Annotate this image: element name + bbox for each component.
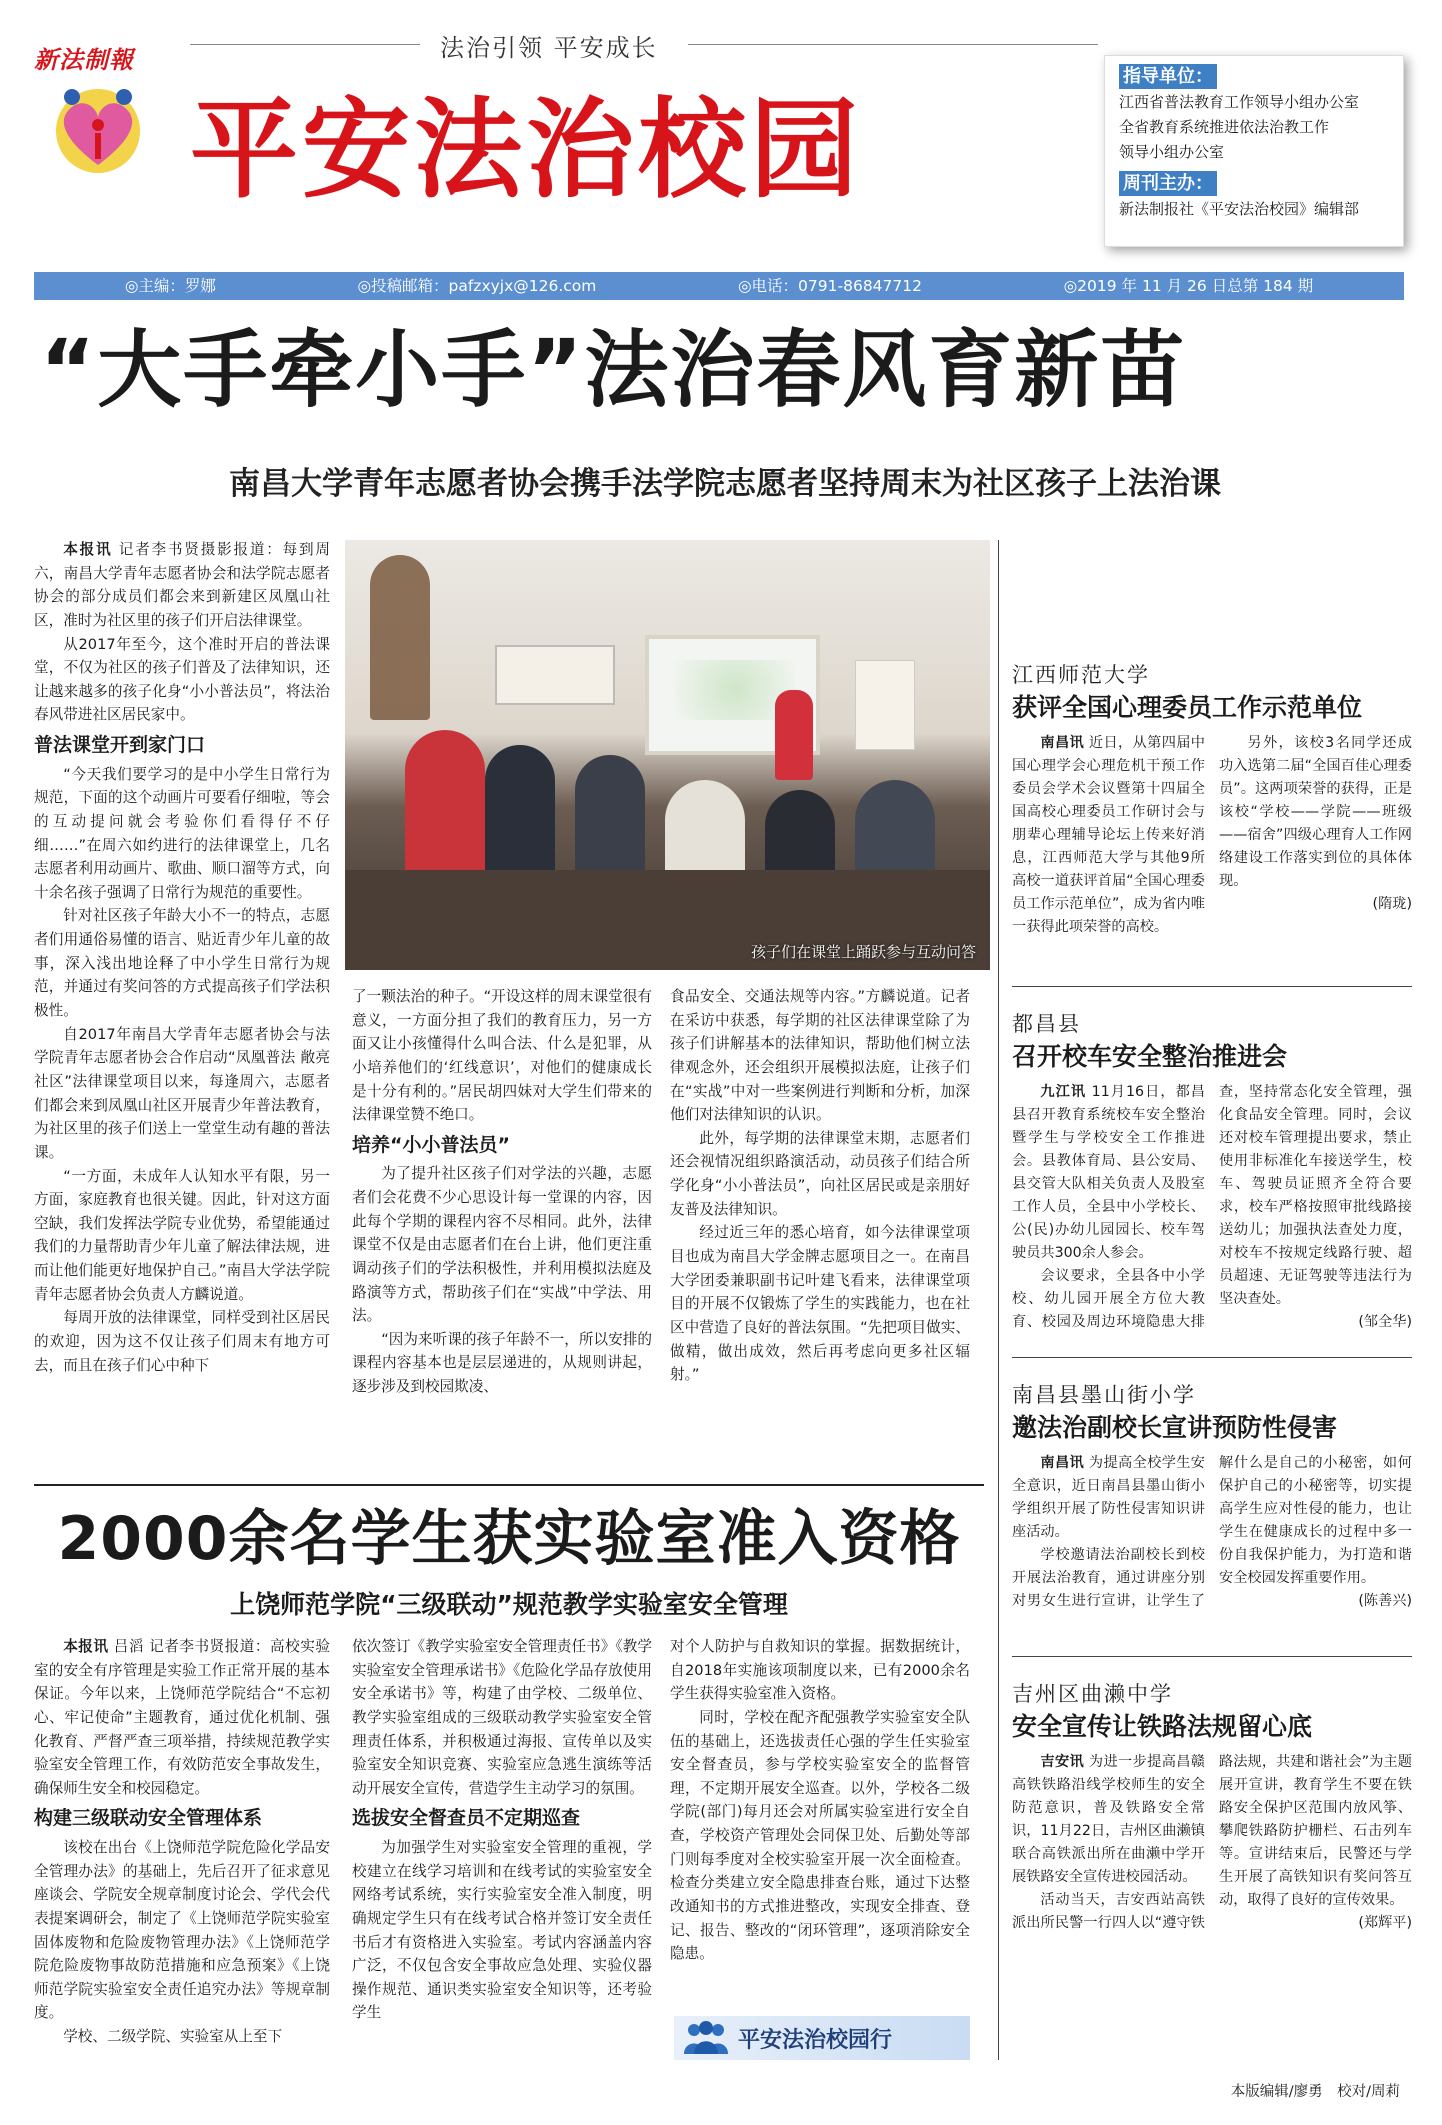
brief-byline: (陈善兴): [1358, 1593, 1412, 1609]
brief-title: 获评全国心理委员工作示范单位: [1012, 693, 1363, 722]
second-kicker: 本报讯: [63, 1638, 109, 1655]
masthead-slogan: 法治引领 平安成长: [440, 34, 658, 62]
second-paragraph: 依次签订《教学实验室安全管理责任书》《教学实验室安全管理承诺书》《危险化学品存放使用安全承诺书》等，构建了由学校、二级单位、教学实验室组成的三级联动教学实验室安全管理责任体系，并积极通过海报、宣传单以及实验室安全知识竞赛、实验室应急逃生演练等活动开展安全宣传，营造学生主动学习的氛围。: [352, 1638, 652, 1797]
lead-paragraph: 食品安全、交通法规等内容。”方麟说道。记者在采访中获悉，每学期的社区法律课堂除了为孩子们讲解基本的法律知识，帮助他们树立法律观念外，还会组织开展模拟法庭，让孩子们在“实战”中对一些案例进行判断和分析，加深他们对法律知识的认识。: [670, 988, 970, 1124]
lead-kicker: 本报讯: [63, 541, 113, 558]
page-credits: 本版编辑/廖勇 校对/周莉: [1230, 2084, 1400, 2100]
lead-intro: 记者李书贤摄影报道：每到周六，南昌大学青年志愿者协会和法学院志愿者协会的部分成员们都会来到新建区凤凰山社区，准时为社区里的孩子们开启法律课堂。: [34, 541, 330, 629]
brief-org: 江西师范大学: [1012, 663, 1150, 687]
second-paragraph: 对个人防护与自救知识的掌握。据数据统计，自2018年实施该项制度以来，已有2000余名学生获得实验室准入资格。: [670, 1638, 970, 1703]
host-label: 周刊主办：: [1119, 171, 1217, 196]
brief-article: [1012, 1679, 1412, 1966]
brief-text: 活动当天，吉安西站高铁派出所民警一行四人以“遵守铁路法规，共建和谐社会”为主题展开宣讲，教育学生不要在铁路安全保护区范围内放风筝、攀爬铁路防护栅栏、石击列车等。宣讲结束后，民警还与学生开展了高铁知识有奖问答互动，取得了良好的宣传效果。: [1012, 1754, 1412, 1931]
brief-kicker: 南昌讯: [1040, 735, 1085, 751]
second-column-3: [670, 1635, 970, 2005]
brief-text: 为进一步提高昌赣高铁铁路沿线学校师生的安全防范意识，普及铁路安全常识，11月22日，吉州区曲濑镇联合高铁派出所在曲濑中学开展铁路安全宣传进校园活动。: [1012, 1754, 1205, 1885]
phone-info: ◎电话：0791-86847712: [738, 277, 922, 295]
paper-name: 新法制報: [34, 45, 134, 74]
second-section-heading: 选拔安全督查员不定期巡查: [352, 1807, 581, 1830]
brief-text: 另外，该校3名同学还成功入选第二届“全国百佳心理委员”。这两项荣誉的获得，正是该校“学校——学院——班级——宿舍”四级心理育人工作网络建设工作落实到位的具体体现。: [1219, 735, 1412, 889]
family-heart-icon: [38, 79, 158, 174]
masthead-title: 平安法治校园: [190, 88, 863, 213]
sidebar: [1012, 660, 1412, 1966]
info-bar: [34, 272, 1404, 300]
host-name: 新法制报社《平安法治校园》编辑部: [1119, 200, 1360, 218]
second-column-1: [34, 1635, 330, 2070]
lead-paragraph: 每周开放的法律课堂，同样受到社区居民的欢迎，因为这不仅让孩子们周末有地方可去，而且在孩子们心中种下: [34, 1309, 330, 1374]
campaign-badge: [674, 2016, 970, 2060]
brief-title: 邀法治副校长宣讲预防性侵害: [1012, 1413, 1338, 1442]
lead-headline: “大手牵小手”法治春风育新苗: [40, 321, 1187, 419]
second-intro: 吕滔 记者李书贤报道：高校实验室的安全有序管理是实验工作正常开展的基本保证。今年以来，上饶师范学院结合“不忘初心、牢记使命”主题教育，通过优化机制、强化教育、严督严查三项举措，持续规范教学实验室安全管理工作，有效防范安全事故发生，确保师生安全和校园稳定。: [34, 1638, 330, 1797]
lead-section-heading: 培养“小小普法员”: [352, 1133, 510, 1156]
brief-text: 11月16日，都昌县召开教育系统校车安全整治暨学生与学校安全工作推进会。县教体育局、县公安局、县交管大队相关负责人及股室工作人员，全县中小学校长、公(民)办幼儿园园长、校车驾驶员共300余人参会。: [1012, 1084, 1205, 1261]
lead-paragraph: 为了提升社区孩子们对学法的兴趣，志愿者们会花费不少心思设计每一堂课的内容，因此每个学期的课程内容不尽相同。此外，法律课堂不仅是由志愿者们在台上讲，他们更注重调动孩子们的学法积极性，并利用模拟法庭及路演等方式，帮助孩子们在“实战”中学法、用法。: [352, 1165, 652, 1325]
lead-paragraph: “因为来听课的孩子年龄不一，所以安排的课程内容基本也是层层递进的，从规则讲起，逐步涉及到校园欺凌、: [352, 1330, 652, 1396]
issue-date: ◎2019 年 11 月 26 日总第 184 期: [1063, 277, 1314, 295]
editor-info: ◎主编：罗娜: [124, 277, 216, 295]
second-paragraph: 学校、二级学院、实验室从上至下: [63, 2028, 283, 2046]
lead-paragraph: 从2017年至今，这个准时开启的普法课堂，不仅为社区的孩子们普及了法律知识，还让越来越多的孩子化身“小小普法员”，将法治春风带进社区居民家中。: [34, 635, 330, 724]
brief-text: 为提高全校学生安全意识，近日南昌县墨山街小学组织开展了防性侵害知识讲座活动。: [1012, 1455, 1205, 1540]
brief-kicker: 九江讯: [1040, 1084, 1087, 1100]
lead-paragraph: 此外，每学期的法律课堂末期，志愿者们还会视情况组织路演活动，动员孩子们结合所学化身“小小普法员”，向社区居民或是亲朋好友普及法律知识。: [670, 1129, 970, 1218]
brief-org: 吉州区曲濑中学: [1012, 1682, 1173, 1706]
second-paragraph: 同时，学校在配齐配强教学实验室安全队伍的基础上，还选拔责任心强的学生任实验室安全督查员，参与学校实验室安全的监督管理，不定期开展安全巡查。以外，学校各二级学院(部门)每月还会对所属实验室进行安全自查，学校资产管理处会同保卫处、后勤处等部门则每季度对全校实验室开展一次全面检查。检查分类建立安全隐患排查台账，通过下达整改通知书的方式推进整改，实现安全排查、登记、报告、整改的“闭环管理”，逐项消除安全隐患。: [670, 1708, 970, 1963]
campaign-badge-label: 平安法治校园行: [738, 2027, 893, 2053]
brief-title: 召开校车安全整治推进会: [1012, 1042, 1288, 1071]
photo-caption: 孩子们在课堂上踊跃参与互动问答: [750, 943, 976, 961]
lead-paragraph: 经过近三年的悉心培育，如今法律课堂项目也成为南昌大学金牌志愿项目之一。在南昌大学团委兼职副书记叶建飞看来，法律课堂项目的开展不仅锻炼了学生的实践能力，也在社区中营造了良好的普法氛围。“先把项目做实、做精，做出成效，然后再考虑向更多社区辐射。”: [670, 1224, 970, 1384]
email-info: ◎投稿邮箱：pafzxyjx@126.com: [357, 277, 597, 295]
brief-byline: (邹全华): [1358, 1314, 1412, 1330]
people-group-icon: [682, 2020, 730, 2056]
lead-paragraph: 针对社区孩子年龄大小不一的特点，志愿者们用通俗易懂的语言、贴近青少年儿童的故事，深入浅出地诠释了中小学生日常行为规范，并通过有奖问答的方式提高孩子们学法积极性。: [34, 907, 330, 1020]
lead-section-heading: 普法课堂开到家门口: [34, 734, 206, 757]
brief-article: [1012, 1009, 1412, 1343]
lead-paragraph: 了一颗法治的种子。“开设这样的周末课堂很有意义，一方面分担了我们的教育压力，另一方面又让小孩懂得什么叫合法、什么是犯罪，从小培养他们的‘红线意识’，对他们的健康成长是十分有利的。”居民胡四妹对大学生们带来的法律课堂赞不绝口。: [352, 988, 652, 1124]
brief-text: 近日，从第四届中国心理学会心理危机干预工作委员会学术会议暨第十四届全国高校心理委员工作研讨会与朋辈心理辅导论坛上传来好消息，江西师范大学与其他9所高校一道获评首届“全国心理委员工作示范单位”，成为省内唯一获得此项荣誉的高校。: [1012, 735, 1205, 935]
guidance-label: 指导单位：: [1119, 64, 1217, 89]
masthead-info-box: [1104, 55, 1404, 247]
brief-byline: (郑辉平): [1358, 1915, 1412, 1931]
second-paragraph: 为加强学生对实验室安全管理的重视，学校建立在线学习培训和在线考试的实验室安全网络考试系统，实行实验室安全准入制度，明确规定学生只有在线考试合格并签订安全责任书后才有资格进入实验室。考试内容涵盖内容广泛，不仅包含安全事故应急处理、实验仪器操作规范、通识类实验室安全知识等，还考验学生: [352, 1838, 652, 2022]
brief-text: 学校邀请法治副校长到校开展法治教育，通过讲座分别对男女生进行宣讲，让学生了解什么是自己的小秘密，如何保护自己的小秘密等，切实提高学生应对性侵的能力，也让学生在健康成长的过程中多一份自我保护能力，为打造和谐安全校园发挥重要作用。: [1012, 1455, 1412, 1609]
guidance-unit: 江西省普法教育工作领导小组办公室: [1119, 93, 1360, 111]
guidance-unit: 全省教育系统推进依法治教工作: [1119, 118, 1330, 136]
lead-column-1: [34, 538, 330, 1468]
brief-text: 会议要求，全县各中小学校、幼儿园开展全方位大教育、校园及周边环境隐患大排查，坚持常态化安全管理，强化食品安全管理。同时，会议还对校车管理提出要求，禁止使用非标准化车接送学生，校车、驾驶员证照齐全符合要求，校车严格按照审批线路接送幼儿；加强执法查处力度，对校车不按规定线路行驶、超员超速、无证驾驶等违法行为坚决查处。: [1012, 1084, 1412, 1330]
brief-byline: (隋珑): [1372, 896, 1412, 912]
lead-column-2: [352, 985, 652, 1470]
masthead-logo: [34, 40, 174, 175]
brief-article: [1012, 660, 1412, 972]
brief-article: [1012, 1380, 1412, 1642]
lead-column-3: [670, 985, 970, 1470]
second-section-heading: 构建三级联动安全管理体系: [34, 1807, 263, 1830]
second-paragraph: 该校在出台《上饶师范学院危险化学品安全管理办法》的基础上，先后召开了征求意见座谈会、学院安全规章制度讨论会、学代会代表提案调研会，制定了《上饶师范学院实验室固体废物和危险废物管理办法》《上饶师范学院危险废物事故防范措施和应急预案》《上饶师范学院实验室安全责任追究办法》等规章制度。: [34, 1838, 330, 2022]
brief-kicker: 吉安讯: [1040, 1754, 1085, 1770]
brief-kicker: 南昌讯: [1040, 1455, 1085, 1471]
lead-paragraph: “今天我们要学习的是中小学生日常行为规范，下面的这个动画片可要看仔细啦，等会的互动提问就会考验你们看得仔不仔细……”在周六如约进行的法律课堂上，几名志愿者利用动画片、歌曲、顺口溜等方式，向十余名孩子强调了日常行为规范的重要性。: [34, 765, 330, 901]
second-headline: 2000余名学生获实验室准入资格: [57, 1504, 961, 1574]
guidance-unit: 领导小组办公室: [1119, 143, 1225, 161]
second-subheadline: 上饶师范学院“三级联动”规范教学实验室安全管理: [230, 1590, 788, 1619]
lead-subheadline: 南昌大学青年志愿者协会携手法学院志愿者坚持周末为社区孩子上法治课: [229, 466, 1221, 502]
lead-paragraph: 自2017年南昌大学青年志愿者协会与法学院青年志愿者协会合作启动“凤凰普法 敞亮社区”法律课堂项目以来，每逢周六，志愿者们都会来到凤凰山社区开展青少年普法教育，为社区里的孩子们送上一堂堂生动有趣的普法课。: [34, 1025, 330, 1161]
brief-title: 安全宣传让铁路法规留心底: [1012, 1712, 1313, 1741]
brief-org: 都昌县: [1012, 1012, 1081, 1036]
brief-org: 南昌县墨山街小学: [1012, 1383, 1196, 1407]
lead-photo: [345, 540, 990, 970]
second-column-2: [352, 1635, 652, 2070]
lead-paragraph: “一方面，未成年人认知水平有限，另一方面，家庭教育也很关键。因此，针对这方面空缺，我们发挥法学院专业优势，希望能通过我们的力量帮助青少年儿童了解法律法规，进而让他们能更好地保护自己。”南昌大学法学院青年志愿者协会负责人方麟说道。: [34, 1167, 330, 1303]
